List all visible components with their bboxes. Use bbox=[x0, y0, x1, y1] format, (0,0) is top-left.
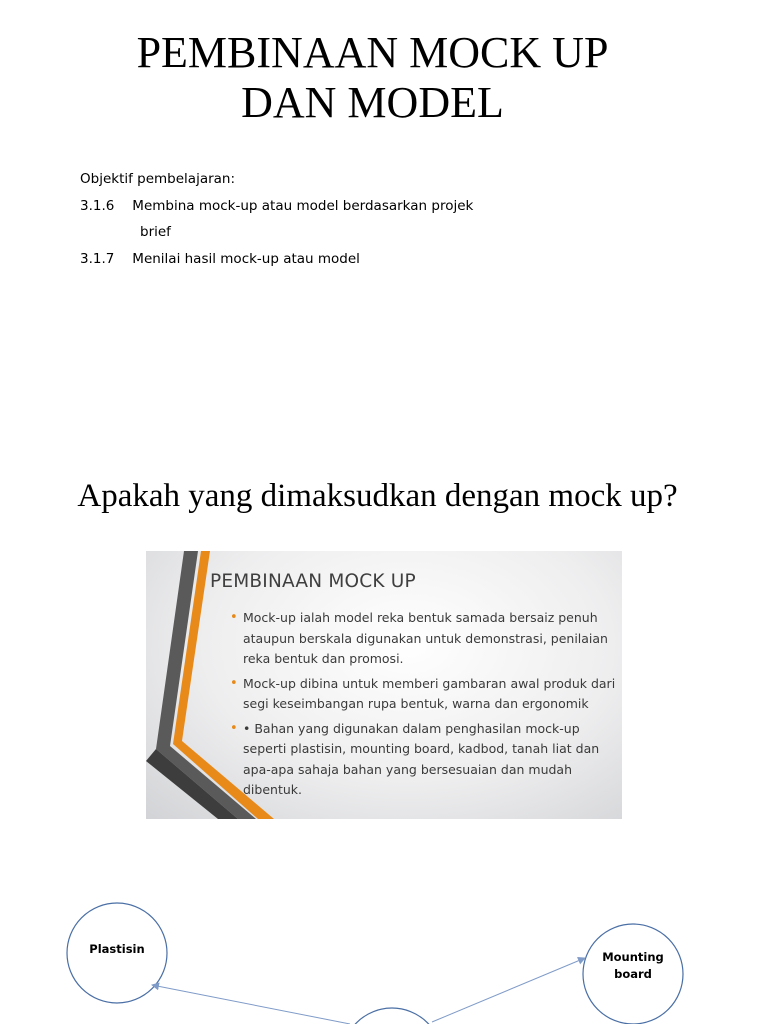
slide-image bbox=[146, 551, 622, 819]
page-title bbox=[0, 28, 745, 128]
objective-number: 3.1.7 bbox=[80, 250, 115, 267]
node-circle-center bbox=[342, 1008, 442, 1024]
slide-bullet-list bbox=[230, 608, 622, 805]
objectives-section bbox=[80, 166, 473, 272]
slide-bullet-text: • Bahan yang digunakan dalam penghasilan mock-up seperti plastisin, mounting board, kadbod, tanah liat dan apa-apa sahaja bahan yang bersesuaian dan mudah dibentuk. bbox=[243, 720, 600, 797]
slide-bullet bbox=[230, 608, 622, 670]
objective-item bbox=[80, 193, 473, 220]
bullet-icon: • bbox=[230, 610, 238, 625]
slide-bullet bbox=[230, 674, 622, 715]
materials-diagram bbox=[0, 880, 768, 1024]
node-label-mounting-board: Mounting board bbox=[602, 950, 664, 981]
objective-text-continuation: brief bbox=[140, 224, 171, 240]
slide-title: PEMBINAAN MOCK UP bbox=[210, 571, 416, 592]
objective-text: Menilai hasil mock-up atau model bbox=[132, 250, 360, 267]
objective-number: 3.1.6 bbox=[80, 197, 115, 214]
slide-bullet-text: Mock-up ialah model reka bentuk samada bersaiz penuh ataupun berskala digunakan untuk demonstrasi, penilaian reka bentuk dan promosi. bbox=[243, 610, 608, 666]
title-line-2: DAN MODEL bbox=[241, 78, 504, 127]
objective-item bbox=[80, 246, 473, 273]
slide-bullet bbox=[230, 719, 622, 801]
connector-arrow-left bbox=[152, 985, 350, 1024]
node-label-plastisin: Plastisin bbox=[89, 942, 145, 956]
objective-text: Membina mock-up atau model berdasarkan projek bbox=[132, 197, 474, 214]
bullet-icon: • bbox=[230, 720, 238, 736]
title-line-1: PEMBINAAN MOCK UP bbox=[136, 28, 609, 77]
question-heading: Apakah yang dimaksudkan dengan mock up? bbox=[77, 478, 678, 514]
bullet-icon: • bbox=[230, 675, 238, 691]
slide-bullet-text: Mock-up dibina untuk memberi gambaran awal produk dari segi keseimbangan rupa bentuk, warna dan ergonomik bbox=[243, 675, 616, 711]
connector-arrow-right bbox=[432, 958, 585, 1022]
objectives-heading: Objektif pembelajaran: bbox=[80, 171, 236, 187]
